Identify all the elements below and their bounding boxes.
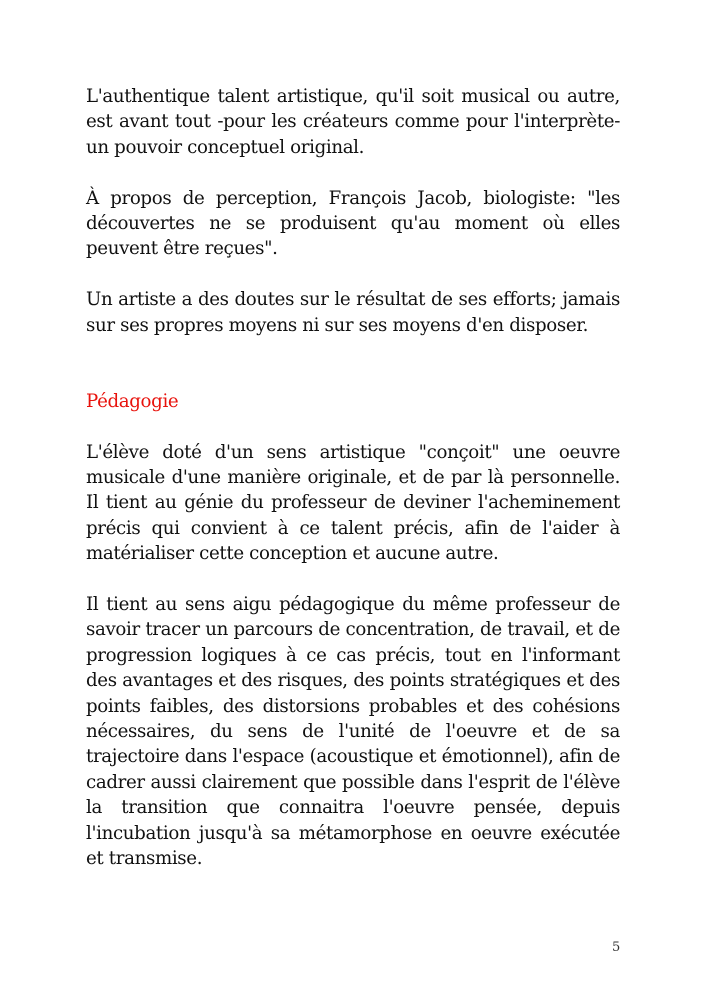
- spacer: [86, 262, 620, 287]
- paragraph-jacob-quote: À propos de perception, François Jacob, biologiste: "les découvertes ne se produisent qu'au moment où elles peuvent être reçues".: [86, 187, 620, 260]
- spacer: [86, 567, 620, 592]
- spacer: [86, 160, 620, 185]
- spacer: [86, 338, 620, 389]
- document-page: [86, 84, 620, 872]
- paragraph-talent: L'authentique talent artistique, qu'il soit musical ou autre, est avant tout -pour les créateurs comme pour l'interprète- un pouvoir conceptuel original.: [86, 86, 620, 158]
- paragraph-artist-doubts: Un artiste a des doutes sur le résultat de ses efforts; jamais sur ses propres moyens ni sur ses moyens d'en disposer.: [86, 289, 620, 336]
- paragraph-professeur: Il tient au sens aigu pédagogique du même professeur de savoir tracer un parcours de concentration, de travail, et de progression logiques à ce cas précis, tout en l'informant des avantages et des risques, des points stratégiques et des points faibles, des distorsions probables et des cohésions nécessaires, du sens de l'unité de l'oeuvre et de sa trajectoire dans l'espace (acoustique et émotionnel), afin de cadrer aussi clairement que possible dans l'esprit de l'élève la transition que connaitra l'oeuvre pensée, depuis l'incubation jusqu'à sa métamorphose en oeuvre exécutée et transmise.: [86, 594, 620, 870]
- page-number: 5: [612, 940, 621, 955]
- paragraph-eleve: L'élève doté d'un sens artistique "conçoit" une oeuvre musicale d'une manière originale, et de par là personnelle. Il tient au génie du professeur de deviner l'acheminement précis qui convient à ce talent précis, afin de l'aider à matérialiser cette conception et aucune autre.: [86, 441, 620, 565]
- spacer: [86, 414, 620, 439]
- section-heading-pedagogie: Pédagogie: [86, 390, 179, 412]
